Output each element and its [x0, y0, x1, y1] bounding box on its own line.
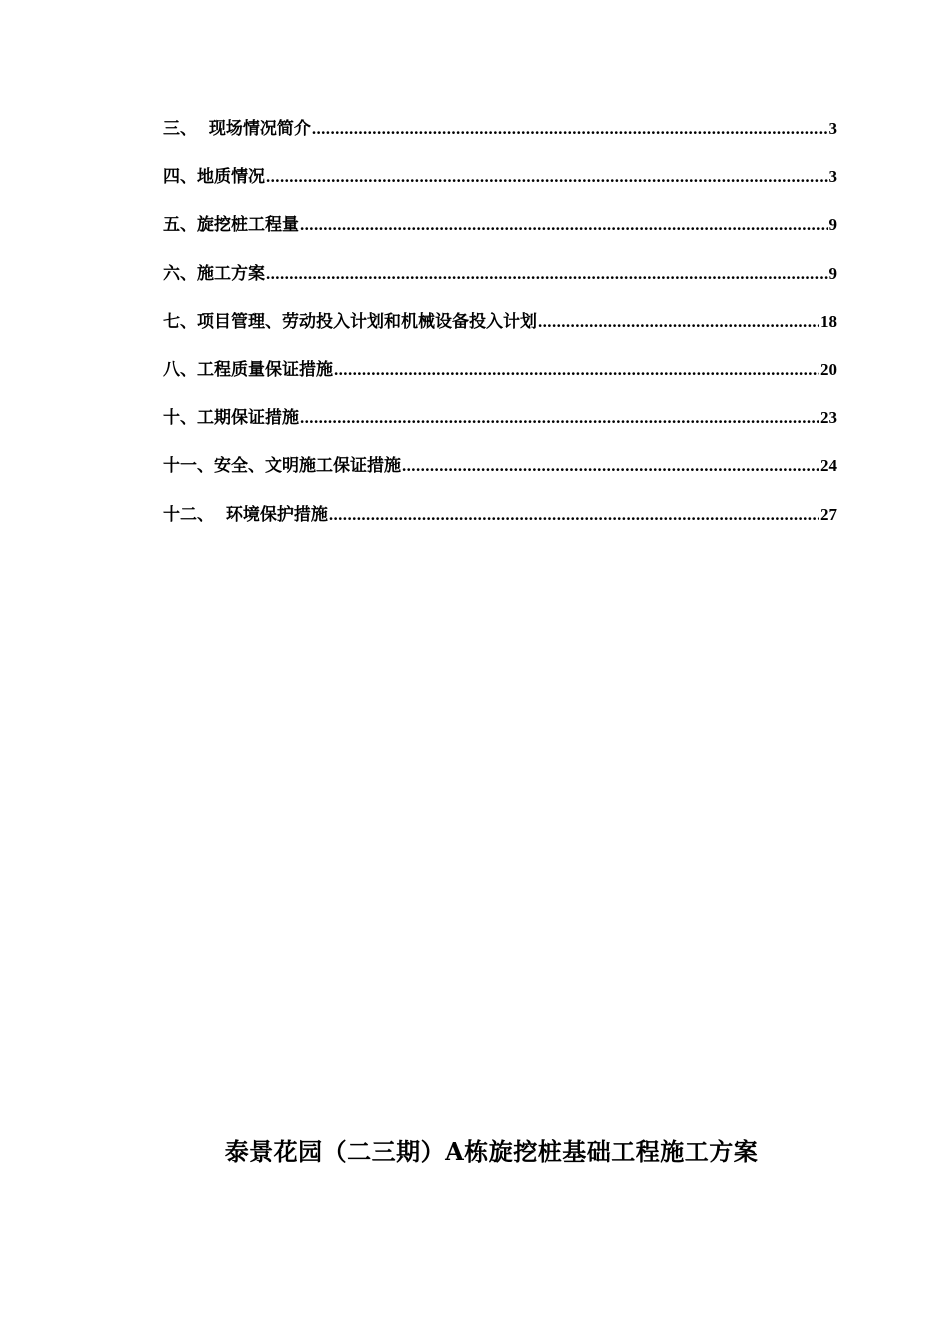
toc-entry-label: 七、项目管理、劳动投入计划和机械设备投入计划 — [163, 311, 537, 332]
toc-dot-leader — [300, 212, 828, 238]
toc-entry-label: 十、工期保证措施 — [163, 408, 299, 429]
toc-dot-leader — [266, 261, 828, 287]
toc-dot-leader — [300, 405, 819, 431]
toc-entry-label: 六、施工方案 — [163, 263, 265, 284]
toc-entry-label: 四、地质情况 — [163, 167, 265, 188]
toc-entry-environmental-protection[interactable] — [163, 502, 837, 550]
toc-page-number: 27 — [820, 504, 837, 524]
toc-page-number: 3 — [828, 119, 837, 138]
toc-entry-label: 五、旋挖桩工程量 — [163, 215, 299, 236]
toc-entry-schedule-assurance[interactable] — [163, 405, 837, 453]
toc-page-number: 9 — [828, 215, 837, 235]
toc-page-number: 23 — [820, 408, 837, 428]
toc-entry-site-overview[interactable] — [163, 116, 837, 164]
toc-entry-geology[interactable] — [163, 164, 837, 212]
document-title: 泰景花园（二三期）A栋旋挖桩基础工程施工方案 — [224, 1137, 759, 1166]
toc-dot-leader — [334, 357, 819, 383]
toc-entry-label: 三、 现场情况简介 — [163, 119, 311, 139]
toc-dot-leader — [538, 309, 819, 335]
toc-entry-label: 八、工程质量保证措施 — [163, 359, 333, 380]
toc-entry-project-management[interactable] — [163, 309, 837, 357]
toc-entry-quality-assurance[interactable] — [163, 357, 837, 405]
toc-entry-safety-measures[interactable] — [163, 453, 837, 501]
toc-entry-label: 十二、 环境保护措施 — [163, 504, 328, 525]
toc-page-number: 3 — [828, 167, 837, 187]
toc-dot-leader — [266, 164, 828, 190]
toc-entry-label: 十一、安全、文明施工保证措施 — [163, 456, 401, 477]
toc-entry-pile-quantity[interactable] — [163, 212, 837, 260]
toc-page-number: 9 — [828, 263, 837, 283]
toc-page-number: 18 — [820, 311, 837, 331]
toc-page-number: 20 — [820, 359, 837, 379]
toc-dot-leader — [402, 453, 819, 479]
toc-dot-leader — [329, 502, 819, 528]
toc-entry-construction-plan[interactable] — [163, 261, 837, 309]
toc-page-number: 24 — [820, 456, 837, 476]
table-of-contents — [163, 116, 837, 550]
toc-dot-leader — [312, 116, 828, 142]
